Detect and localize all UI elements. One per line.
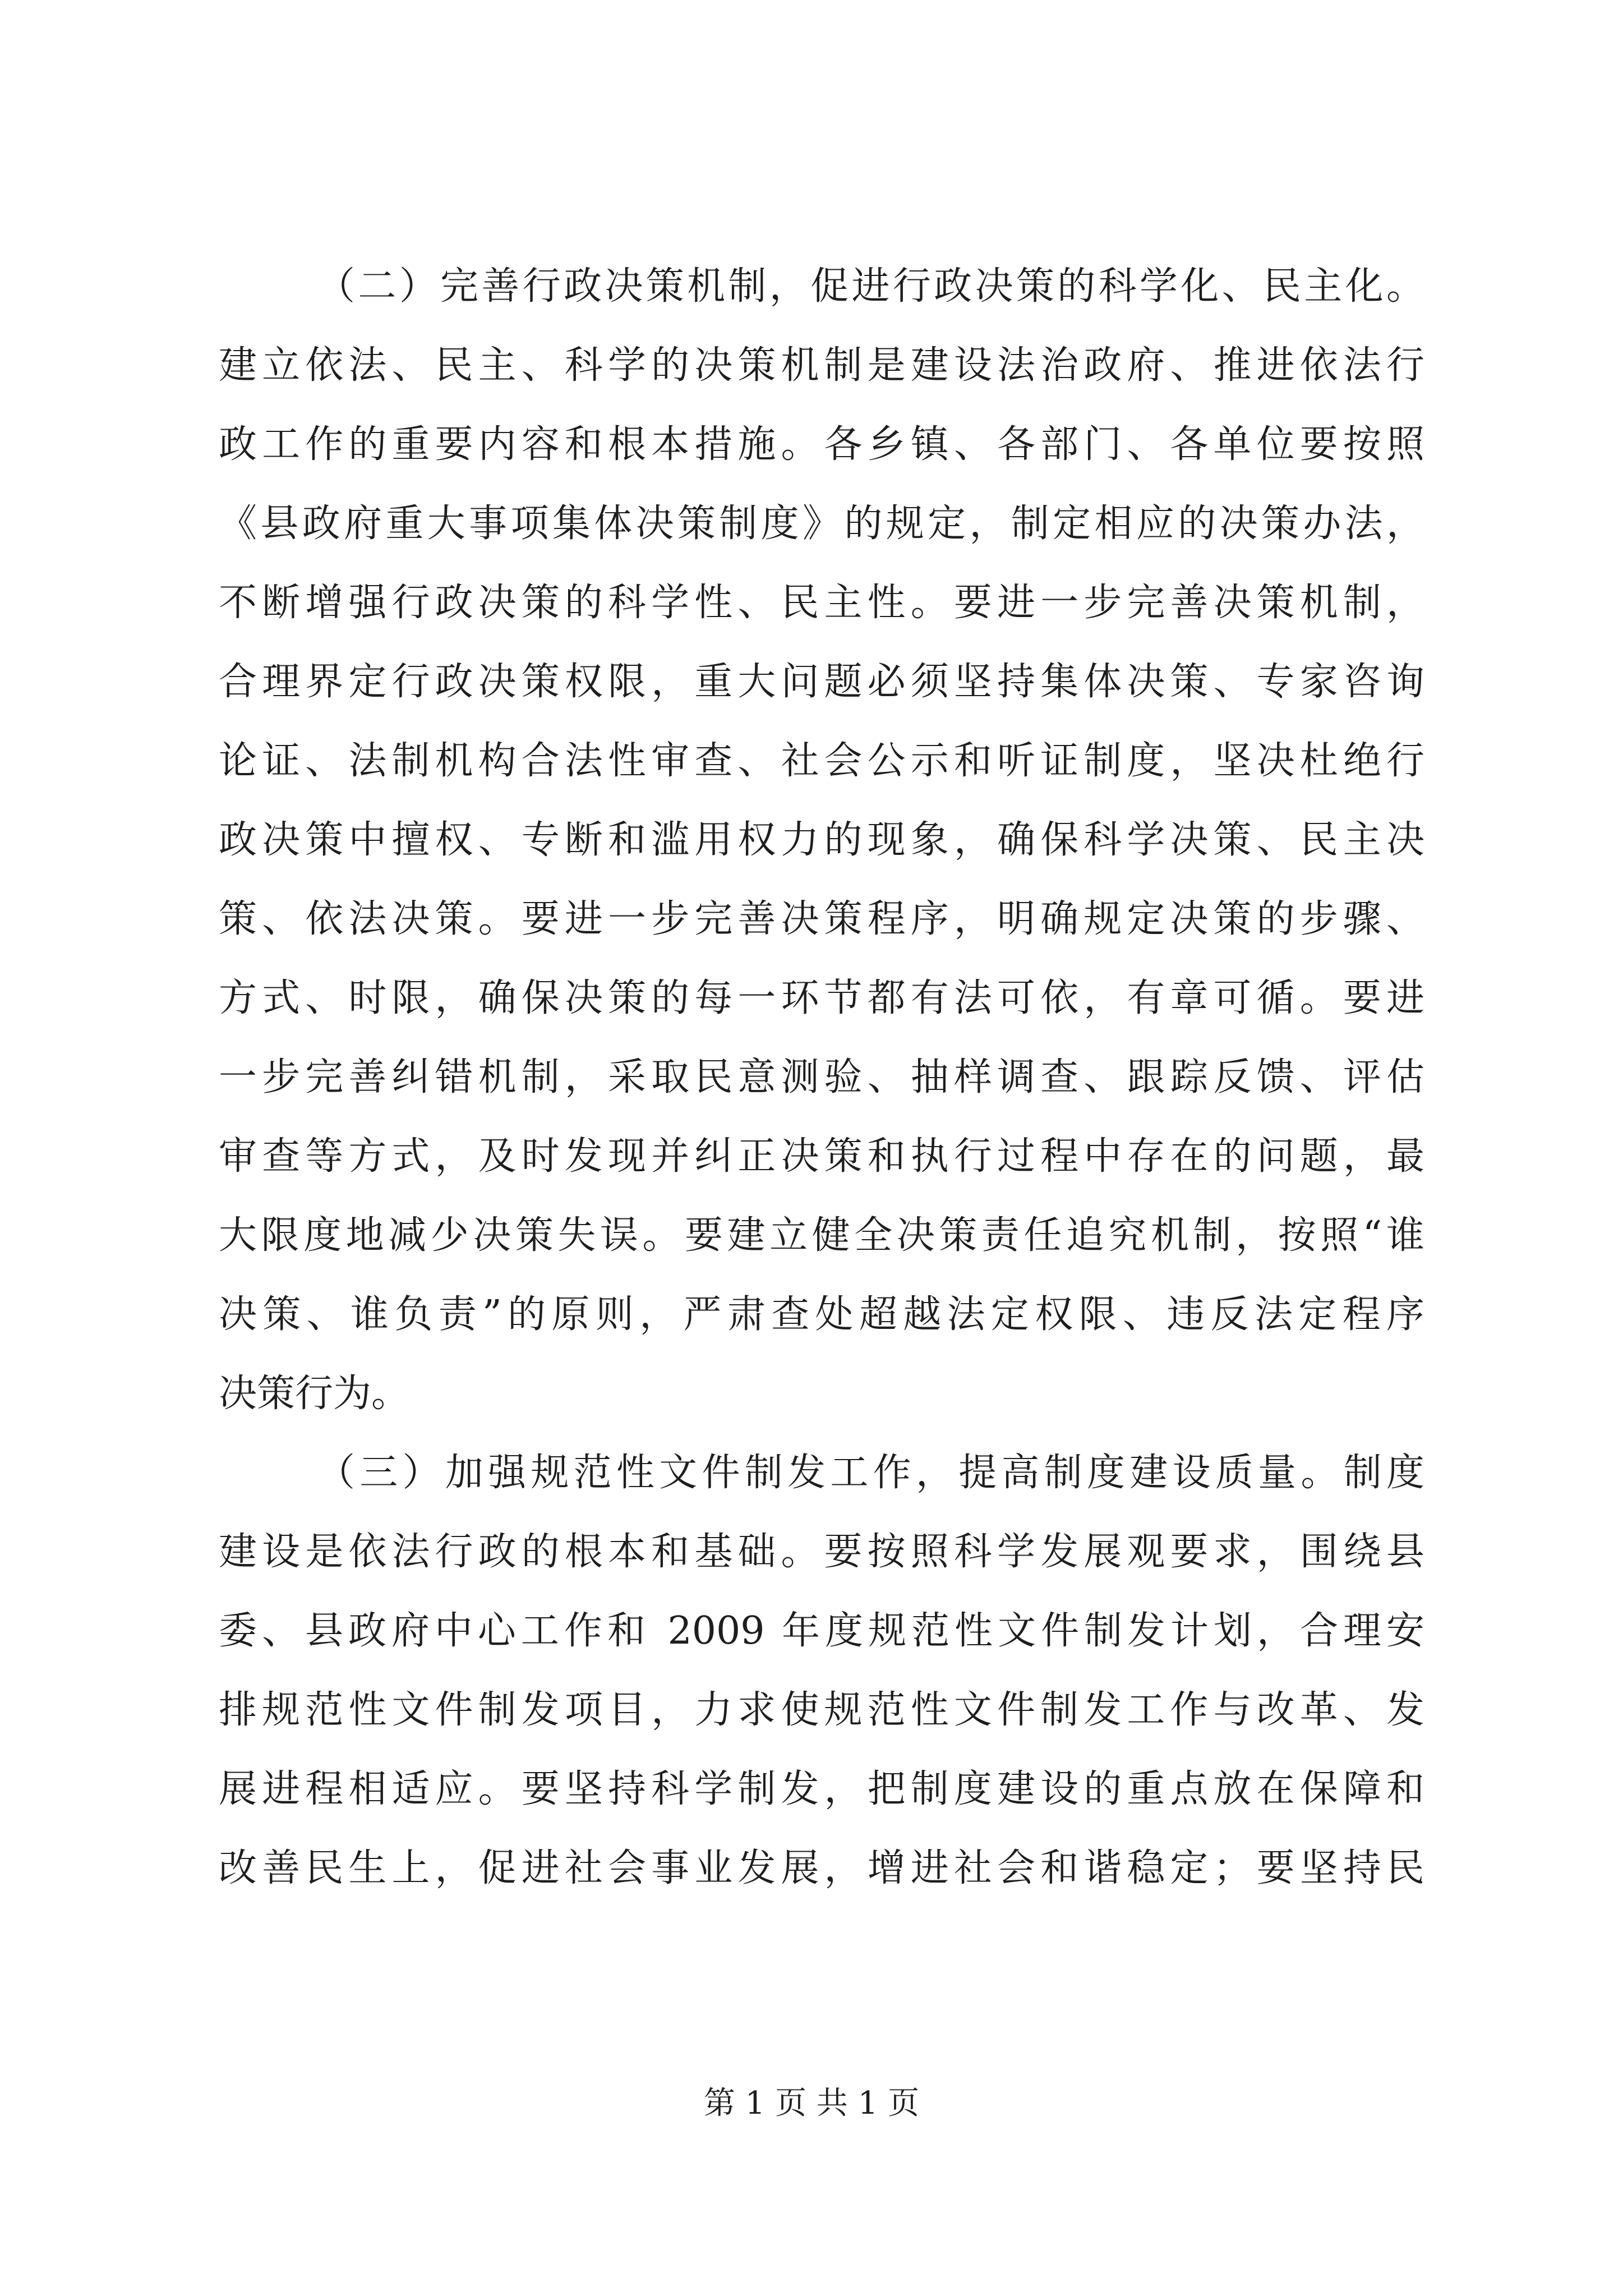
body-line: 一步完善纠错机制，采取民意测验、抽样调查、跟踪反馈、评估: [219, 1055, 1424, 1099]
paragraph-end-line: 决策行为。: [219, 1372, 410, 1416]
body-line: 方式、时限，确保决策的每一环节都有法可依，有章可循。要进: [219, 976, 1424, 1020]
body-line: 委、县政府中心工作和 2009 年度规范性文件制发计划，合理安: [219, 1609, 1424, 1653]
body-line: 论证、法制机构合法性审查、社会公示和听证制度，坚决杜绝行: [219, 739, 1424, 783]
body-line: 政决策中擅权、专断和滥用权力的现象，确保科学决策、民主决: [219, 818, 1424, 862]
body-line: 展进程相适应。要坚持科学制发，把制度建设的重点放在保障和: [219, 1767, 1424, 1811]
document-body: [219, 247, 1424, 1908]
body-line: 政工作的重要内容和根本措施。各乡镇、各部门、各单位要按照: [219, 422, 1424, 467]
paragraph-2-heading-line: （二）完善行政决策机制，促进行政决策的科学化、民主化。: [317, 264, 1424, 309]
body-line: 大限度地减少决策失误。要建立健全决策责任追究机制，按照“谁: [219, 1213, 1424, 1258]
body-line: 改善民生上，促进社会事业发展，增进社会和谐稳定；要坚持民: [219, 1846, 1424, 1890]
body-line: 建立依法、民主、科学的决策机制是建设法治政府、推进依法行: [219, 343, 1424, 388]
body-line: 不断增强行政决策的科学性、民主性。要进一步完善决策机制，: [219, 581, 1424, 625]
body-line: 《县政府重大事项集体决策制度》的规定，制定相应的决策办法，: [219, 501, 1424, 546]
body-line: 排规范性文件制发项目，力求使规范性文件制发工作与改革、发: [219, 1688, 1424, 1732]
paragraph-3-heading-line: （三）加强规范性文件制发工作，提高制度建设质量。制度: [317, 1451, 1424, 1495]
page-footer: 第 1 页 共 1 页: [703, 2085, 920, 2122]
body-line: 审查等方式，及时发现并纠正决策和执行过程中存在的问题，最: [219, 1134, 1424, 1179]
body-line: 建设是依法行政的根本和基础。要按照科学发展观要求，围绕县: [219, 1530, 1424, 1574]
body-line: 合理界定行政决策权限，重大问题必须坚持集体决策、专家咨询: [219, 660, 1424, 704]
body-line: 决策、谁负责”的原则，严肃查处超越法定权限、违反法定程序: [219, 1292, 1424, 1337]
body-line: 策、依法决策。要进一步完善决策程序，明确规定决策的步骤、: [219, 897, 1424, 941]
